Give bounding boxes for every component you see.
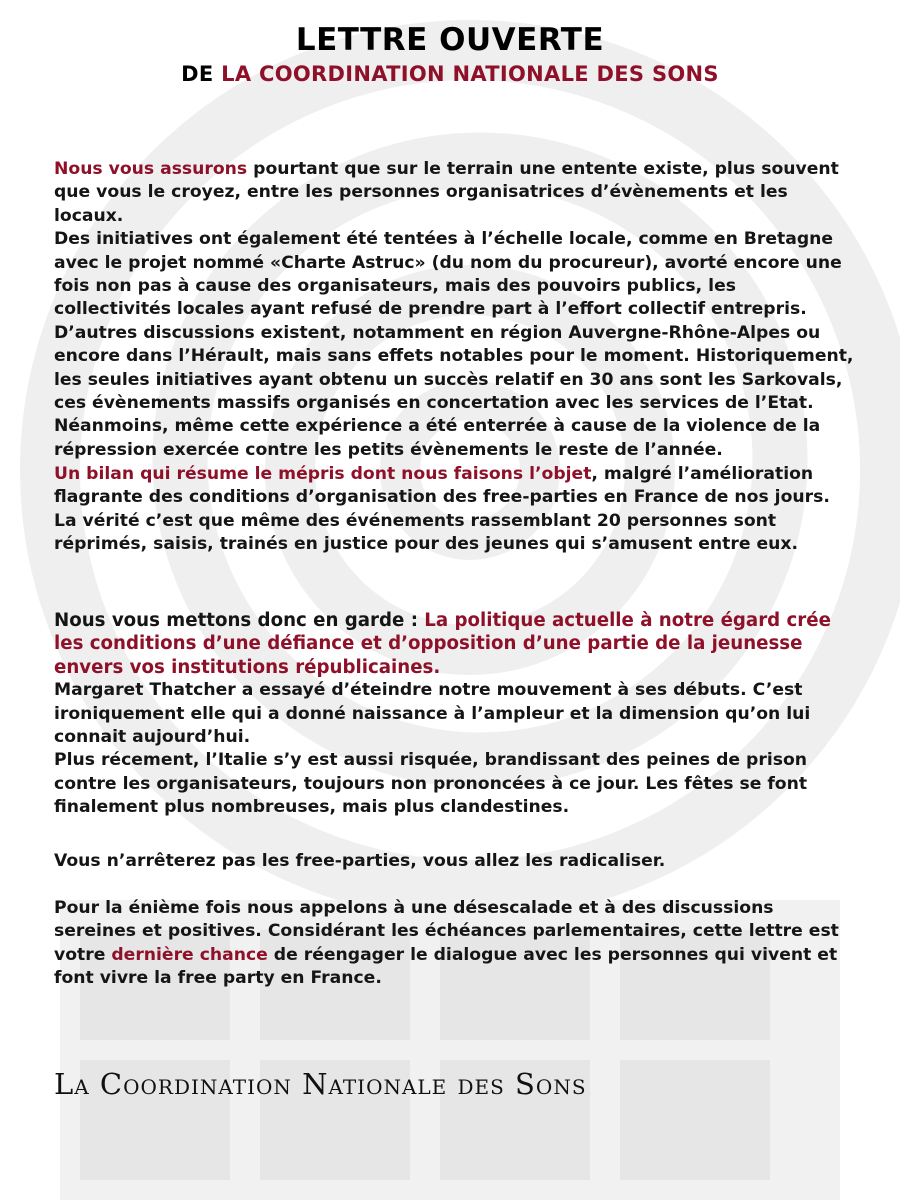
- paragraph-highlight: La politique actuelle à notre égard crée les conditions d’une défiance et d’opposition d’une partie de la jeunesse envers vos institutions républicaines.: [54, 610, 831, 678]
- paragraph-text: , malgré l’amélioration flagrante des conditions d’organisation des free-parties en France de nos jours. La vérité c’est que même des événements rassemblant 20 personnes sont réprimés, saisis, trainés en justice pour des jeunes qui s’amusent entre eux.: [54, 464, 830, 555]
- paragraph-text: de réengager le dialogue avec les personnes qui vivent et font vivre la free party en France.: [54, 944, 838, 989]
- letter-subtitle: [0, 62, 900, 86]
- letter-title: LETTRE OUVERTE: [295, 22, 605, 58]
- paragraph-lead-highlight: Un bilan qui résume le mépris dont nous faisons l’objet: [54, 464, 592, 484]
- paragraph-text: D’autres discussions existent, notamment en région Auvergne-Rhône-Alpes ou encore dans l’Hérault, mais sans effets notables pour le moment. Historiquement, les seules initiatives ayant obtenu un succès relatif en 30 ans sont les Sarkovals, ces évènements massifs organisés en concertation avec les services de l’Etat. Néanmoins, même cette expérience a été enterrée à cause de la violence de la répression exercée contre les petits évènements le reste de l’année.: [54, 322, 854, 460]
- paragraph-highlight: dernière chance: [111, 944, 268, 965]
- signature: La Coordination Nationale des Sons: [54, 1067, 587, 1101]
- subtitle-prefix: DE: [181, 62, 222, 86]
- warning-statement: Vous n’arrêterez pas les free-parties, vous allez les radicaliser.: [54, 851, 666, 871]
- subtitle-organization: LA COORDINATION NATIONALE DES SONS: [221, 62, 719, 86]
- paragraph-lead: Nous vous mettons donc en garde :: [54, 610, 425, 631]
- paragraph-text: pourtant que sur le terrain une entente existe, plus souvent que vous le croyez, entre les personnes organisatrices d’évènements et les locaux.: [54, 159, 839, 226]
- paragraph-text: Margaret Thatcher a essayé d’éteindre notre mouvement à ses débuts. C’est ironiquement elle qui a donné naissance à l’ampleur et la dimension qu’on lui connait aujourd’hui.: [54, 680, 811, 748]
- paragraph-text: Pour la énième fois nous appelons à une désescalade et à des discussions sereines et positives. Considérant les échéances parlementaires, cette lettre est votre: [54, 898, 839, 965]
- paragraph-text: Plus récement, l’Italie s’y est aussi risquée, brandissant des peines de prison contre les organisateurs, toujours non prononcées à ce jour. Les fêtes se font finalement plus nombreuses, mais plus clandestines.: [54, 750, 808, 818]
- paragraph-lead-highlight: Nous vous assurons: [54, 159, 248, 179]
- paragraph-initiatives: [54, 158, 854, 462]
- paragraph-text: Des initiatives ont également été tentées à l’échelle locale, comme en Bretagne avec le projet nommé «Charte Astruc» (du nom du procureur), avorté encore une fois non pas à cause des organisateurs, mais des pouvoirs publics, les collectivités locales ayant refusé de prendre part à l’effort collectif entrepris.: [54, 229, 842, 320]
- paragraph-warning: [54, 609, 854, 820]
- paragraph-bilan: [54, 463, 854, 557]
- paragraph-closing: [54, 897, 854, 991]
